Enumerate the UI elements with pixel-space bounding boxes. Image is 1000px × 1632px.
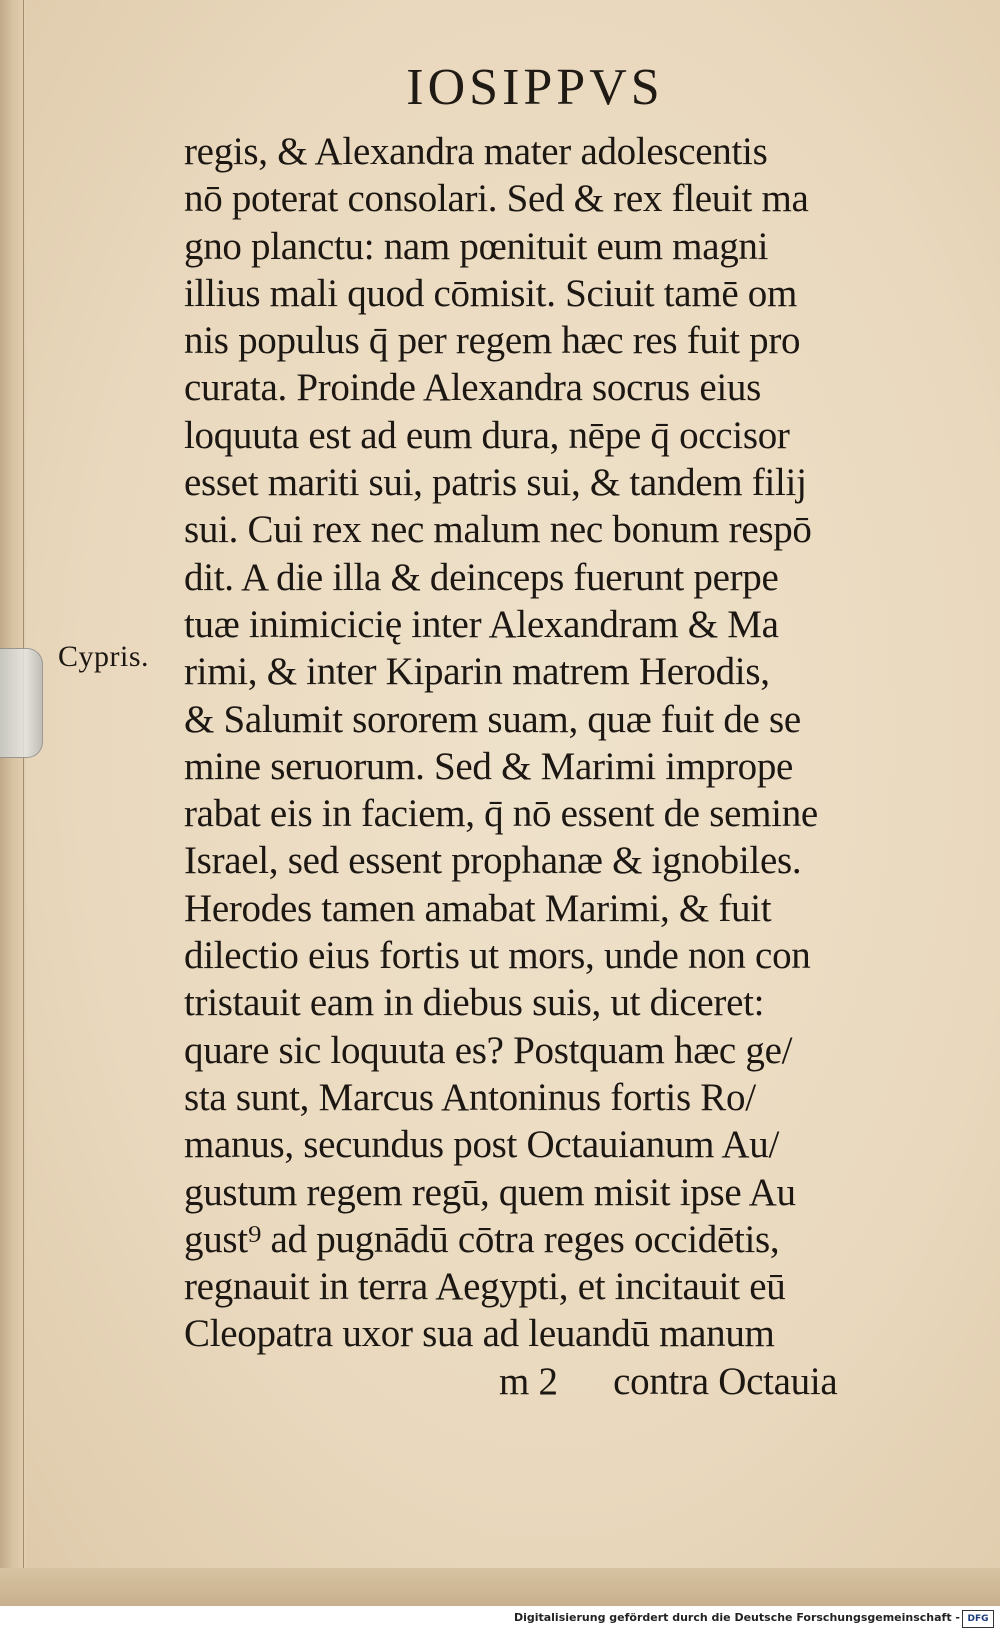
text-block [184,128,944,1405]
text-line: Herodes tamen amabat Marimi, & fuit [184,886,772,930]
text-line: regnauit in terra Aegypti, et incitauit eū [184,1265,786,1309]
text-line: gustum regem regū, quem misit ipse Au [184,1170,796,1214]
funding-notice: Digitalisierung gefördert durch die Deutsche Forschungsgemeinschaft - [513,1611,960,1624]
signature-mark: m 2 [499,1359,558,1403]
text-line: manus, secundus post Octauianum Au/ [184,1123,780,1167]
dfg-logo-icon: DFG [962,1610,994,1628]
text-line: sta sunt, Marcus Antoninus fortis Ro/ [184,1075,756,1119]
text-line: loquuta est ad eum dura, nēpe q̄ occisor [184,413,790,457]
text-line: nis populus q̄ per regem hæc res fuit pro [184,319,801,363]
text-line: nō poterat consolari. Sed & rex fleuit ma [184,177,809,221]
book-clasp [0,648,43,758]
text-line: dilectio eius fortis ut mors, unde non con [184,934,811,978]
catchword: contra Octauia [613,1359,838,1403]
running-head: IOSIPPVS [406,59,664,116]
text-line: mine seruorum. Sed & Marimi imprope [184,744,794,788]
text-line: quare sic loquuta es? Postquam hæc ge/ [184,1028,793,1072]
text-line: rimi, & inter Kiparin matrem Herodis, [184,650,770,694]
page-bottom-edge [0,1568,1000,1606]
text-line: esset mariti sui, patris sui, & tandem filij [184,461,807,505]
text-line: Israel, sed essent prophanæ & ignobiles. [184,839,802,883]
page-left-edge [0,0,26,1632]
text-line: tristauit eam in diebus suis, ut diceret: [184,981,765,1025]
text-line: & Salumit sororem suam, quæ fuit de se [184,697,801,741]
text-line: sui. Cui rex nec malum nec bonum respō [184,508,812,552]
text-line: illius mali quod cōmisit. Sciuit tamē om [184,271,798,315]
marginal-note: Cypris. [58,640,150,673]
text-line: gust⁹ ad pugnādū cōtra reges occidētis, [184,1217,780,1261]
signature-line [184,1358,944,1405]
text-line: dit. A die illa & deinceps fuerunt perpe [184,555,779,599]
text-line: gno planctu: nam pœnituit eum magni [184,224,769,268]
text-line: regis, & Alexandra mater adolescentis [184,130,768,173]
text-line: rabat eis in faciem, q̄ nō essent de semine [184,792,818,836]
text-line: tuæ inimicicię inter Alexandram & Ma [184,602,779,646]
text-line: curata. Proinde Alexandra socrus eius [184,366,761,410]
text-line: Cleopatra uxor sua ad leuandū manum [184,1312,775,1356]
